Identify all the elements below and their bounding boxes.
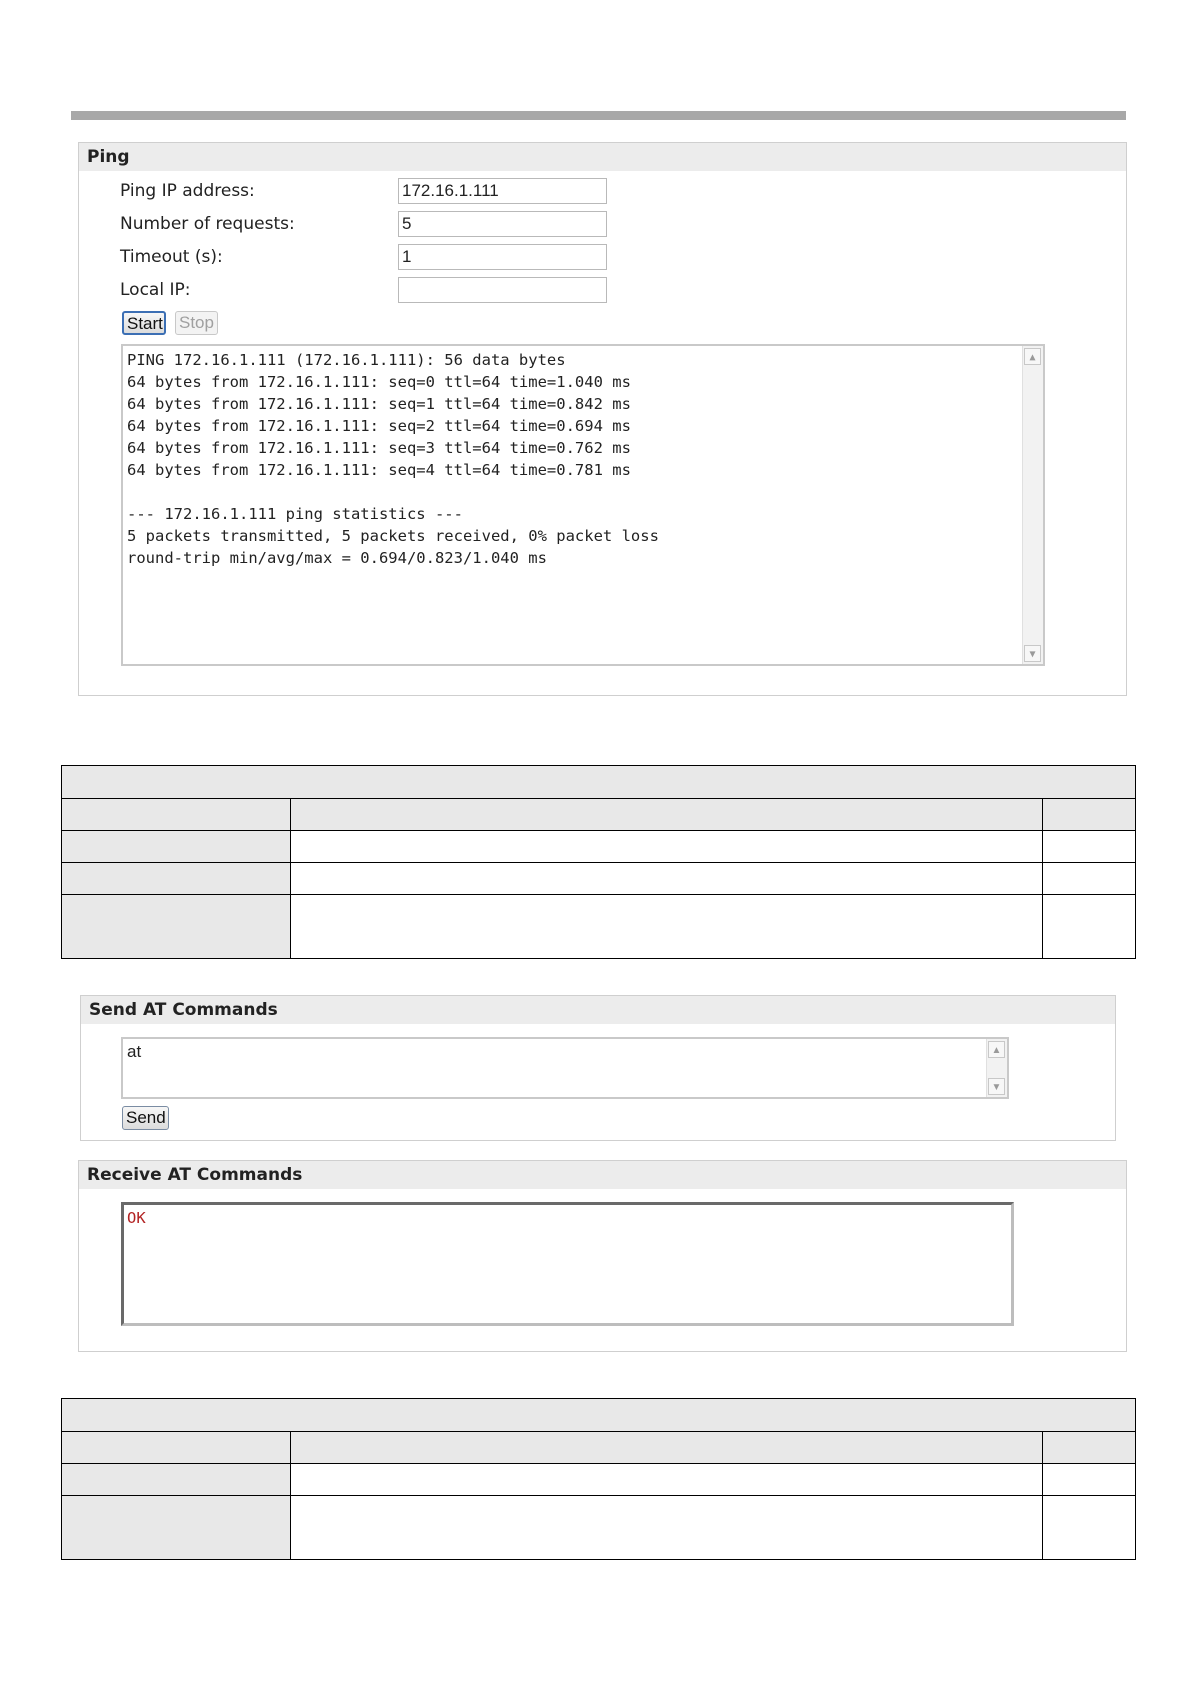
send-at-input[interactable]	[121, 1037, 1009, 1099]
ping-panel-title: Ping	[79, 143, 1126, 171]
ping-ip-label: Ping IP address:	[120, 181, 255, 201]
number-of-requests-input[interactable]	[398, 211, 607, 237]
table-cell	[62, 895, 291, 959]
timeout-input[interactable]	[398, 244, 607, 270]
table-cell	[1043, 799, 1136, 831]
table-cell	[1043, 1464, 1136, 1496]
table-cell	[291, 831, 1043, 863]
send-at-scrollbar[interactable]	[986, 1039, 1007, 1097]
send-at-input-text: at	[127, 1042, 142, 1061]
top-divider-bar	[71, 111, 1126, 120]
receive-at-panel-title: Receive AT Commands	[79, 1161, 1126, 1189]
table-cell	[62, 1432, 291, 1464]
table-cell	[291, 1464, 1043, 1496]
send-at-panel-title: Send AT Commands	[81, 996, 1115, 1024]
table-cell	[62, 863, 291, 895]
table-header-row	[62, 766, 1136, 799]
table-cell	[1043, 831, 1136, 863]
table-cell	[291, 1432, 1043, 1464]
local-ip-label: Local IP:	[120, 280, 191, 300]
receive-at-output[interactable]	[121, 1202, 1014, 1326]
empty-table-2	[61, 1398, 1136, 1560]
empty-table-1	[61, 765, 1136, 959]
table-cell	[291, 1496, 1043, 1560]
receive-at-output-text: OK	[127, 1209, 146, 1227]
scroll-up-icon[interactable]: ▲	[988, 1041, 1005, 1058]
scroll-up-icon[interactable]: ▲	[1024, 348, 1041, 365]
ping-output[interactable]	[121, 344, 1045, 666]
table-cell	[1043, 1432, 1136, 1464]
table-cell	[1043, 1496, 1136, 1560]
table-cell	[1043, 895, 1136, 959]
ping-ip-input[interactable]	[398, 178, 607, 204]
ping-output-scrollbar[interactable]	[1022, 346, 1043, 664]
timeout-label: Timeout (s):	[120, 247, 223, 267]
table-cell	[1043, 863, 1136, 895]
table-cell	[62, 799, 291, 831]
table-cell	[291, 799, 1043, 831]
scroll-down-icon[interactable]: ▼	[1024, 645, 1041, 662]
table-cell	[62, 1464, 291, 1496]
stop-button[interactable]: Stop	[175, 311, 218, 335]
number-of-requests-label: Number of requests:	[120, 214, 295, 234]
start-button[interactable]: Start	[122, 311, 166, 335]
send-button[interactable]: Send	[122, 1106, 169, 1130]
table-header-row	[62, 1399, 1136, 1432]
table-cell	[291, 895, 1043, 959]
table-cell	[62, 831, 291, 863]
local-ip-input[interactable]	[398, 277, 607, 303]
ping-output-text: PING 172.16.1.111 (172.16.1.111): 56 data bytes 64 bytes from 172.16.1.111: seq=0 ttl=64 time=1.040 ms 64 bytes from 172.16.1.111: seq=1 ttl=64 time=0.842 ms 64 bytes from 172.16.1.111: seq=2 ttl=64 time=0.694 ms 64 bytes from 172.16.1.111: seq=3 ttl=64 time=0.762 ms 64 bytes from 172.16.1.111: seq=4 ttl=64 time=0.781 ms --- 172.16.1.111 ping statistics --- 5 packets transmitted, 5 packets received, 0% packet loss round-trip min/avg/max = 0.694/0.823/1.040 ms	[127, 351, 659, 567]
scroll-down-icon[interactable]: ▼	[988, 1078, 1005, 1095]
table-cell	[291, 863, 1043, 895]
table-cell	[62, 1496, 291, 1560]
